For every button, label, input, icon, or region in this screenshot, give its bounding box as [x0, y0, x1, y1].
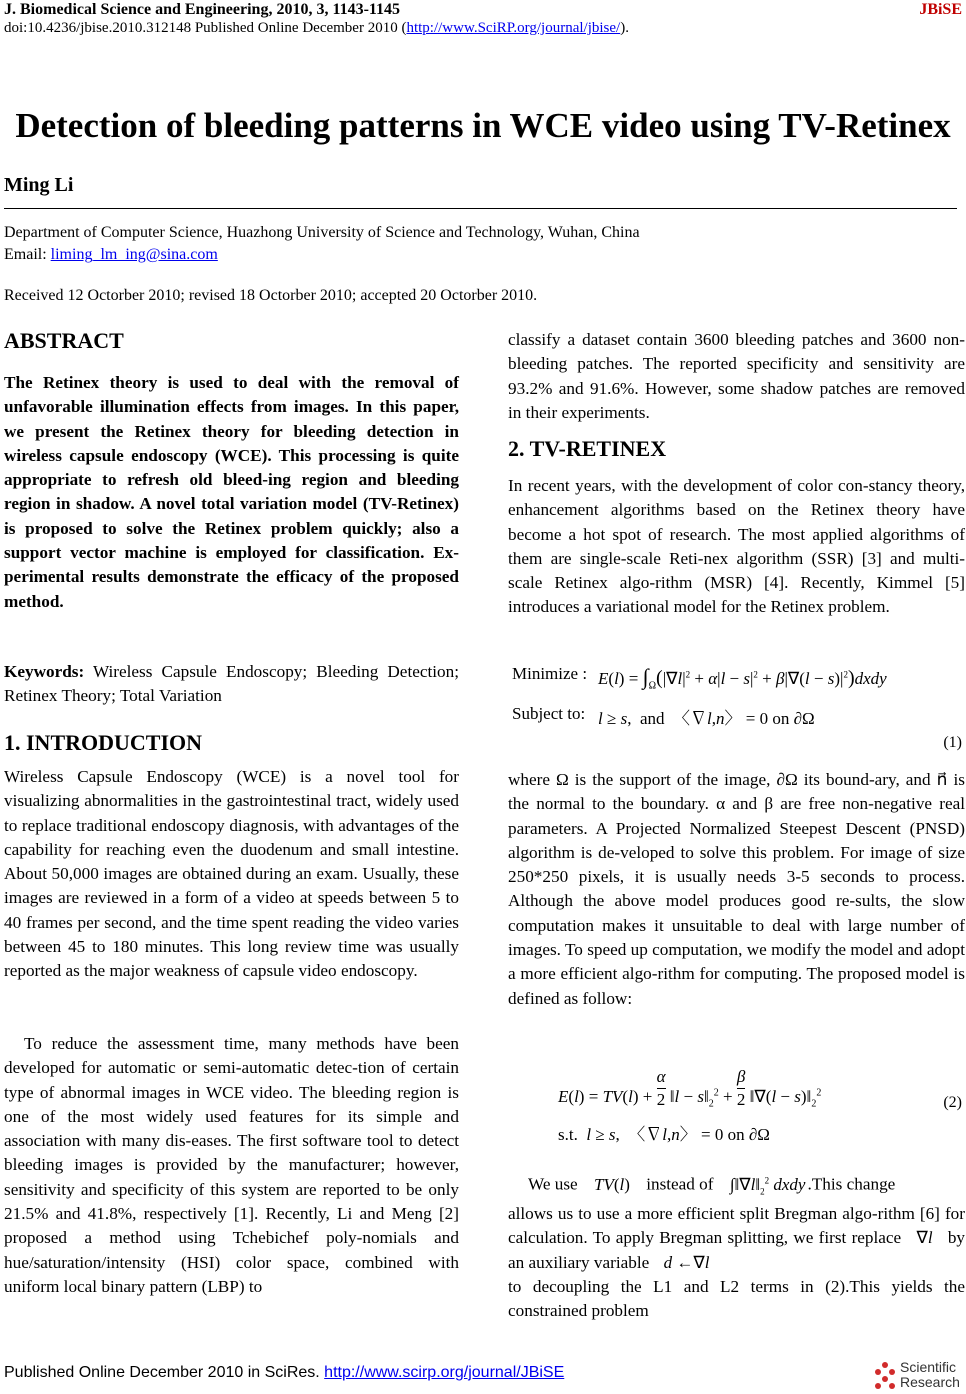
- logo-line-2: Research: [900, 1374, 960, 1390]
- intro-paragraph-2: [4, 1032, 459, 1299]
- right-paragraph-0: classify a dataset contain 3600 bleeding patches and 3600 non-bleeding patches. The reported specificity and sensitivity are 93.2% and 91.6%. However, some shadow patches are removed in their experiments.: [508, 330, 965, 422]
- equation-1-constraint: l ≥ s, and 〈∇l,n〉 = 0 on ∂Ω: [598, 709, 815, 728]
- eq1-subject-label: Subject to:: [512, 704, 586, 723]
- keywords: [4, 660, 459, 709]
- inline-math-tv: TV(l): [593, 1174, 630, 1194]
- inline-math-integral: $\int‖\nabla l‖_2^2$ dxdy: [729, 1174, 806, 1197]
- p4-text: allows us to use a more efficient split Bregman algo-rithm [6] for calculation. To apply Bregman splitting, we first replace: [508, 1204, 965, 1248]
- paper-title: Detection of bleeding patterns in WCE video using TV-Retinex: [15, 106, 951, 145]
- logo-mark-icon: [872, 1360, 898, 1390]
- doi-line: [4, 20, 629, 37]
- equation-1-number: (1): [943, 734, 962, 751]
- logo-line-1: Scientific: [900, 1359, 957, 1375]
- tv-retinex-paragraph-1: In recent years, with the development of color con-stancy theory, enhancement algorithms based on the Retinex theory have become a hot spot of research. The most applied algorithms of them are single-scale Reti-nex algorithm (SSR) [3] and multi-scale Retinex algo-rithm (MSR) [4]. Recently, Kimmel [5] introduces a variational model for the Retinex problem.: [508, 476, 965, 617]
- email-label: Email:: [4, 246, 51, 263]
- abstract-heading: ABSTRACT: [4, 328, 124, 353]
- keywords-text: Wireless Capsule Endoscopy; Bleeding Detection; Retinex Theory; Total Variation: [4, 662, 459, 706]
- footer-text: Published Online December 2010 in SciRes.: [4, 1364, 325, 1381]
- tv-retinex-paragraph-3: [528, 1168, 895, 1203]
- keywords-label: Keywords:: [4, 662, 85, 681]
- tv-retinex-heading: 2. TV-RETINEX: [508, 436, 667, 461]
- inline-math-grad-l: ∇l: [916, 1228, 933, 1248]
- intro-paragraph-2-text: To reduce the assessment time, many methods have been developed for automatic or semi-automatic detec-tion of certain type of abnormal images in WCE video. The bleeding region is one of the most widely used features for its simple and association with many dis-eases. The first software tool to detect bleeding images is provided by the manufacturer; however, sensitivity and specificity of this system are reported to be only 21.5% and 41.8%, respectively [1]. Recently, Li and Meng [2] proposed a method using Tchebichef poly-nomials and hue/saturation/intensity (HSI) color space, combined with uniform local binary pattern (LBP) to: [4, 1034, 459, 1296]
- equation-2-number: (2): [943, 1094, 962, 1111]
- received-dates: Received 12 Octorber 2010; revised 18 Octorber 2010; accepted 20 Octorber 2010.: [4, 287, 538, 304]
- affiliation: Department of Computer Science, Huazhong University of Science and Technology, Wuhan, China: [4, 224, 640, 241]
- email-link[interactable]: liming_lm_ing@sina.com: [50, 246, 218, 263]
- p4-text-b: by an auxiliary variable: [508, 1228, 965, 1272]
- journal-citation: J. Biomedical Science and Engineering, 2010, 3, 1143-1145: [4, 1, 401, 18]
- equation-2-constraint: s.t. l ≥ s, 〈∇l,n〉 = 0 on ∂Ω: [558, 1125, 770, 1144]
- doi-suffix: ).: [620, 20, 629, 36]
- email-line: [4, 246, 218, 264]
- journal-link[interactable]: http://www.SciRP.org/journal/jbise/: [406, 20, 621, 36]
- inline-math-d-grad-l: d ←∇l: [663, 1252, 710, 1272]
- intro-paragraph-1: Wireless Capsule Endoscopy (WCE) is a novel tool for visualizing abnormalities in the gastrointestinal tract, widely used to replace traditional endoscopy diagnosis, with advantages of the capability for reaching even the duodenum and small intestine. About 50,000 images are obtained during an exam. Usually, these images are reviewed in a form of a video at speeds between 5 to 40 frames per second, and the time spent reading the video varies between 45 to 180 minutes. This long review time was usually reported as the major weakness of capsule video endoscopy.: [4, 767, 459, 981]
- p3-part-a: We use: [528, 1174, 578, 1194]
- equation-1-energy: $E(l) = \int_\Omega(|\nabla l|^2 + \alpha|l - s|^2 + \beta|\nabla(l$ − $s)|^2)dxdy$: [598, 664, 887, 692]
- tv-retinex-paragraph-4: [508, 1202, 965, 1275]
- title-rule: [4, 208, 957, 209]
- journal-abbrev: JBiSE: [919, 1, 962, 18]
- equation-2-energy: E(l) = TV(l) + $\frac{\alpha}{2}$ ‖l − $s‖_2^2$ + $\frac{\beta}{2}$ ‖∇(l − $s)‖_2^2$: [558, 1067, 822, 1110]
- tv-retinex-paragraph-5: to decoupling the L1 and L2 terms in (2).This yields the constrained problem: [508, 1277, 965, 1321]
- p3-part-c: .This change: [807, 1174, 896, 1194]
- p3-part-b: instead of: [646, 1174, 714, 1194]
- tv-retinex-paragraph-2: where Ω is the support of the image, ∂Ω its bound-ary, and n⃗ is the normal to the boundary. α and β are free non-negative real parameters. A Projected Normalized Steepest Descent (PNSD) algorithm is de-veloped to solve this problem. For image of size 250*250 pixels, it is usually needs 3-5 seconds to process. Although the above model produces good re-sults, the slow computation makes it unsuitable to deal with large number of images. To speed up computation, we modify the model and adopt a more efficient algo-rithm for computing. The proposed model is defined as follow:: [508, 770, 965, 1008]
- scientific-research-logo: [872, 1354, 962, 1392]
- footer-line: [4, 1364, 564, 1382]
- doi-prefix: doi:10.4236/jbise.2010.312148 Published Online December 2010 (: [4, 20, 407, 36]
- eq1-minimize-label: Minimize :: [512, 664, 588, 683]
- footer-link[interactable]: http://www.scirp.org/journal/JBiSE: [324, 1364, 565, 1381]
- introduction-heading: 1. INTRODUCTION: [4, 730, 203, 755]
- abstract-text: The Retinex theory is used to deal with the removal of unfavorable illumination effects from images. In this paper, we present the Retinex theory for bleeding detection in wireless capsule endoscopy (WCE). This processing is quite appropriate to refresh old bleed-ing region and bleeding region in shadow. A novel total variation model (TV-Retinex) is proposed to solve the Retinex problem quickly; also a support vector machine is employed for classification. Ex-perimental results demonstrate the efficacy of the proposed method.: [4, 373, 459, 611]
- author-name: Ming Li: [4, 174, 74, 196]
